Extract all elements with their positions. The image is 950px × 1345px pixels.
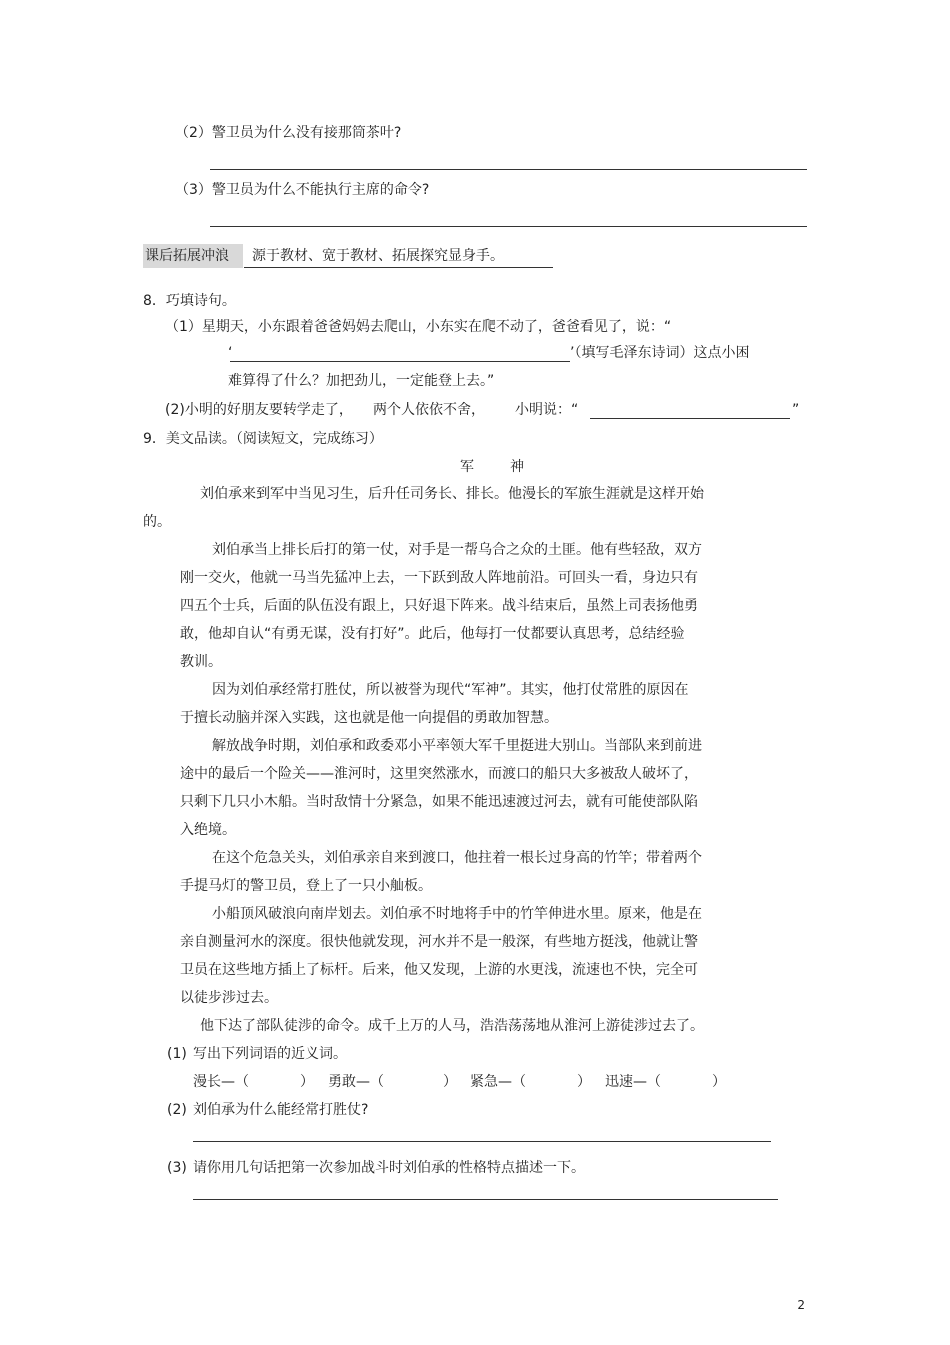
paragraph-4-line-3: 只剩下几只小木船。当时敌情十分紧急，如果不能迅速渡过河去，就有可能使部队陷 (180, 794, 698, 810)
q8-sub1-answer-line[interactable] (230, 361, 570, 362)
paragraph-2-line-1: 刘伯承当上排长后打的第一仗，对手是一帮乌合之众的土匪。他有些轻敌，双方 (212, 542, 702, 558)
synonym-close-1: ） (300, 1074, 314, 1090)
section-description: 源于教材、宽于教材、拓展探究显身手。 (252, 248, 504, 264)
section-tag: 课后拓展冲浪 (143, 244, 243, 268)
synonym-close-3: ） (577, 1074, 591, 1090)
q8-sub2-answer-line[interactable] (590, 418, 790, 419)
q8-sub1-close: ’（填写毛泽东诗词）这点小困 (570, 345, 750, 361)
q8-sub2-part-a: (2)小明的好朋友要转学走了， (165, 402, 353, 418)
paragraph-1-line-2: 的。 (143, 514, 171, 530)
paragraph-2-line-3: 四五个士兵，后面的队伍没有跟上，只好退下阵来。战斗结束后，虽然上司表扬他勇 (180, 598, 698, 614)
q8-sub2-part-c: 小明说：“ (515, 402, 579, 418)
q9-sub2-label: (2) (167, 1102, 187, 1118)
paragraph-3-line-1: 因为刘伯承经常打胜仗，所以被誉为现代“军神”。其实，他打仗常胜的原因在 (212, 682, 689, 698)
article-title-char-2: 神 (510, 459, 524, 475)
synonym-word-2: 勇敢—（ (328, 1074, 384, 1090)
q8-sub1-open-quote: ‘ (228, 345, 233, 361)
synonym-close-4: ） (712, 1074, 726, 1090)
q8-sub1-line3: 难算得了什么？加把劲儿，一定能登上去。” (228, 373, 495, 389)
paragraph-4-line-4: 入绝境。 (180, 822, 236, 838)
synonym-word-1: 漫长—（ (193, 1074, 249, 1090)
q8-sub2-part-b: 两个人依依不舍， (373, 402, 485, 418)
article-title-char-1: 军 (460, 459, 474, 475)
synonym-word-3: 紧急—（ (470, 1074, 526, 1090)
section-underline (244, 267, 553, 268)
paragraph-6-line-3: 卫员在这些地方插上了标杆。后来，他又发现，上游的水更浅，流速也不快，完全可 (180, 962, 698, 978)
paragraph-2-line-4: 敢，他却自认“有勇无谋，没有打好”。此后，他每打一仗都要认真思考，总结经验 (180, 626, 685, 642)
paragraph-6-line-1: 小船顶风破浪向南岸划去。刘伯承不时地将手中的竹竿伸进水里。原来，他是在 (212, 906, 702, 922)
q9-sub1-label: (1) (167, 1046, 187, 1062)
q7-sub2-answer-line[interactable] (210, 169, 807, 170)
paragraph-4-line-1: 解放战争时期，刘伯承和政委邓小平率领大军千里挺进大别山。当部队来到前进 (212, 738, 702, 754)
paragraph-6-line-4: 以徒步涉过去。 (180, 990, 278, 1006)
paragraph-2-line-2: 刚一交火，他就一马当先猛冲上去，一下跃到敌人阵地前沿。可回头一看，身边只有 (180, 570, 698, 586)
paragraph-3-line-2: 于擅长动脑并深入实践，这也就是他一向提倡的勇敢加智慧。 (180, 710, 558, 726)
page-number: 2 (797, 1298, 805, 1312)
paragraph-5-line-1: 在这个危急关头，刘伯承亲自来到渡口，他拄着一根长过身高的竹竿；带着两个 (212, 850, 702, 866)
paragraph-1-line-1: 刘伯承来到军中当见习生，后升任司务长、排长。他漫长的军旅生涯就是这样开始 (200, 486, 704, 502)
paragraph-5-line-2: 手提马灯的警卫员，登上了一只小舢板。 (180, 878, 432, 894)
q9-sub1-text: 写出下列词语的近义词。 (193, 1046, 347, 1062)
q9-sub3-answer-line[interactable] (193, 1199, 778, 1200)
synonym-word-4: 迅速—（ (605, 1074, 661, 1090)
q7-sub3-question: （3）警卫员为什么不能执行主席的命令? (175, 182, 430, 198)
paragraph-4-line-2: 途中的最后一个险关——淮河时，这里突然涨水，而渡口的船只大多被敌人破坏了， (180, 766, 698, 782)
q9-sub2-answer-line[interactable] (193, 1141, 771, 1142)
q9-title: 9．美文品读。（阅读短文，完成练习） (143, 431, 383, 447)
paragraph-2-line-5: 教训。 (180, 654, 222, 670)
q8-sub2-end-quote: ” (792, 402, 800, 418)
q9-sub2-text: 刘伯承为什么能经常打胜仗? (193, 1102, 369, 1118)
q8-title: 8．巧填诗句。 (143, 293, 236, 309)
q7-sub3-answer-line[interactable] (210, 226, 807, 227)
q9-sub3-label: (3) (167, 1160, 187, 1176)
q9-sub3-text: 请你用几句话把第一次参加战斗时刘伯承的性格特点描述一下。 (193, 1160, 585, 1176)
synonym-close-2: ） (443, 1074, 457, 1090)
paragraph-7-line-1: 他下达了部队徒涉的命令。成千上万的人马，浩浩荡荡地从淮河上游徒涉过去了。 (200, 1018, 704, 1034)
q8-sub1-line1: （1）星期天，小东跟着爸爸妈妈去爬山，小东实在爬不动了，爸爸看见了，说：“ (165, 319, 672, 335)
paragraph-6-line-2: 亲自测量河水的深度。很快他就发现，河水并不是一般深，有些地方挺浅，他就让警 (180, 934, 698, 950)
q7-sub2-question: （2）警卫员为什么没有接那筒茶叶? (175, 125, 402, 141)
